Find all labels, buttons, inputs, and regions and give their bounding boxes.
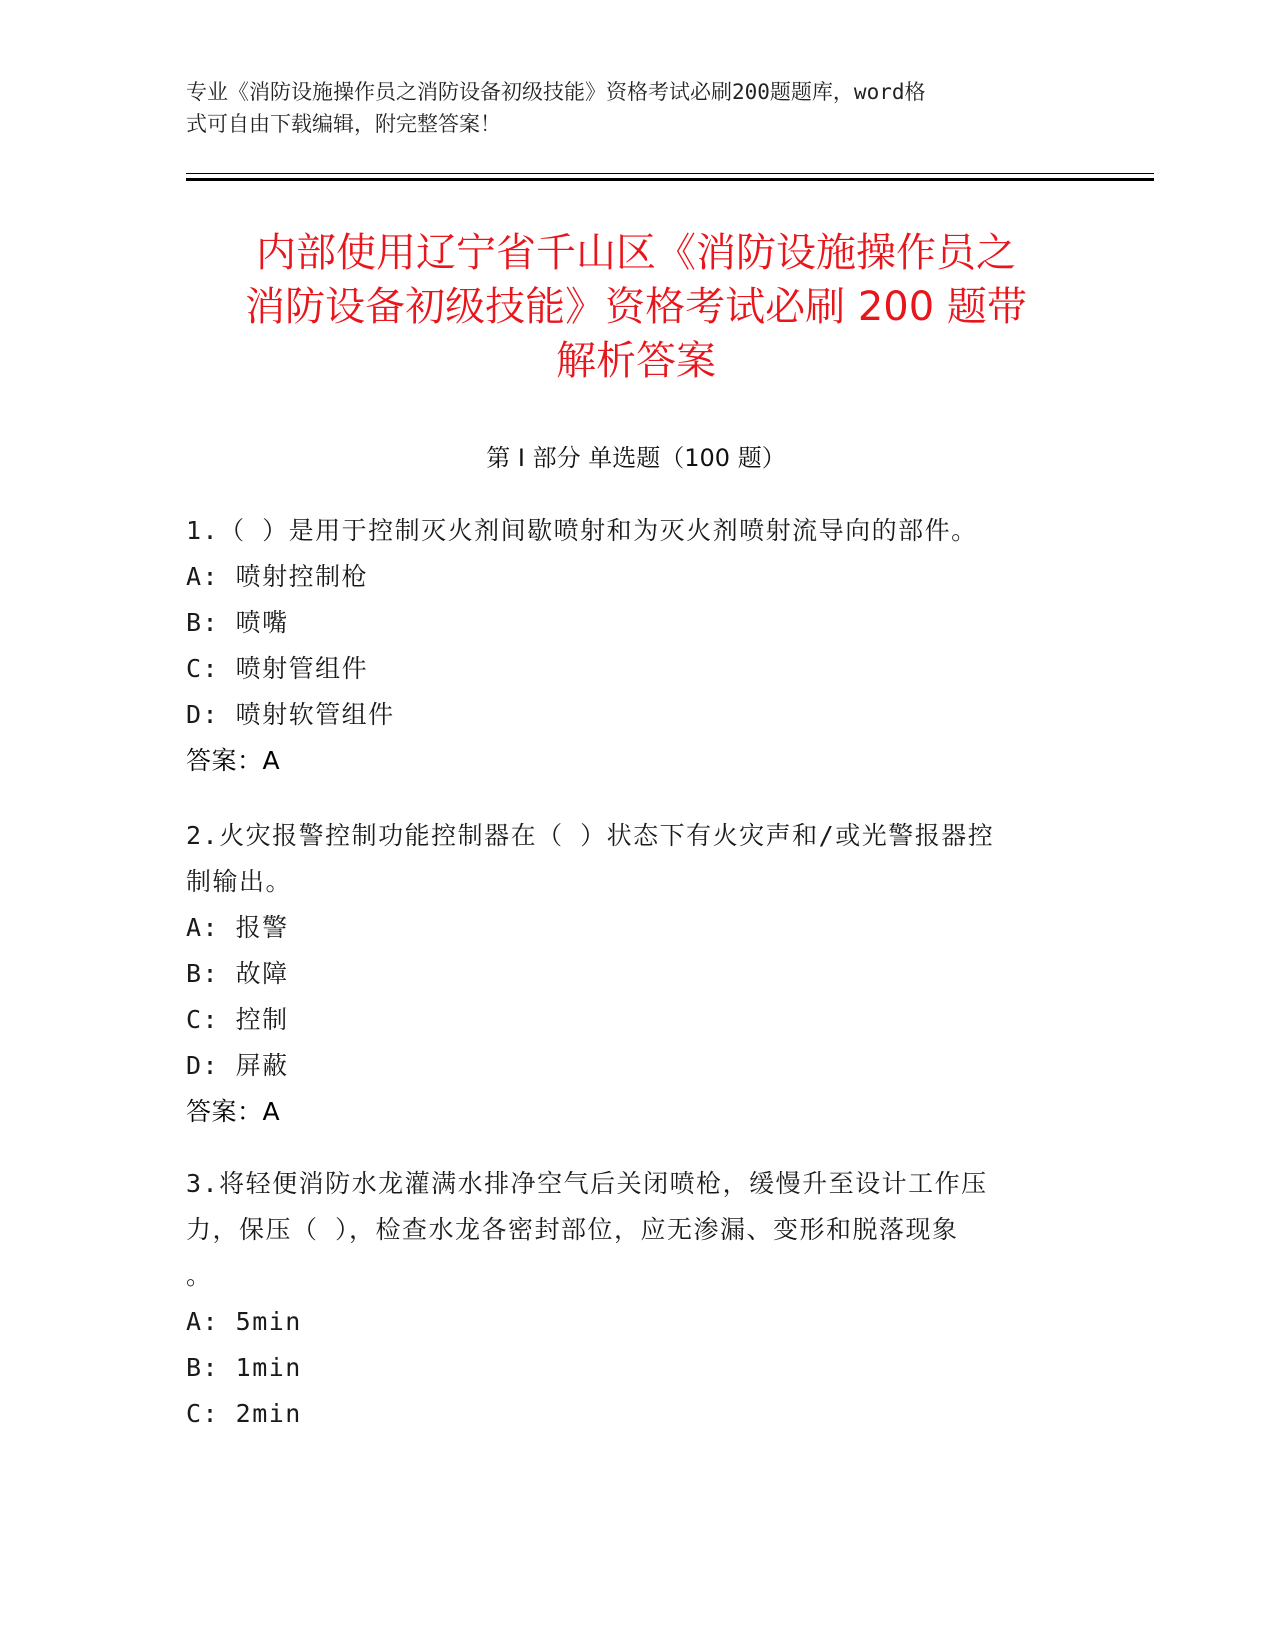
- header-rule-thin: [186, 173, 1154, 174]
- option-a: A: 5min: [186, 1307, 302, 1336]
- option-c: C: 2min: [186, 1399, 302, 1428]
- option-d: D: 喷射软管组件: [186, 700, 395, 729]
- option-a: A: 喷射控制枪: [186, 562, 369, 591]
- option-a: A: 报警: [186, 913, 289, 942]
- question-stem: 3.将轻便消防水龙灌满水排净空气后关闭喷枪，缓慢升至设计工作压: [186, 1169, 988, 1198]
- header-rule-thick: [186, 178, 1154, 181]
- document-title-line-1: 内部使用辽宁省千山区《消防设施操作员之: [256, 230, 1016, 276]
- option-b: B: 喷嘴: [186, 608, 289, 637]
- question-stem-continued: 制输出。: [186, 867, 293, 896]
- option-c: C: 控制: [186, 1005, 289, 1034]
- answer-line: 答案：A: [186, 746, 281, 775]
- question-3: [186, 1161, 1086, 1437]
- option-c: C: 喷射管组件: [186, 654, 369, 683]
- option-d: D: 屏蔽: [186, 1051, 289, 1080]
- question-1: [186, 508, 1086, 784]
- question-stem: 2.火灾报警控制功能控制器在（ ）状态下有火灾声和/或光警报器控: [186, 821, 995, 850]
- section-heading: 第 I 部分 单选题（100 题）: [486, 444, 786, 472]
- question-stem: 1.（ ）是用于控制灭火剂间歇喷射和为灭火剂喷射流导向的部件。: [186, 516, 978, 545]
- header-note: [186, 76, 1066, 140]
- header-note-line-2: 式可自由下载编辑，附完整答案！: [186, 112, 501, 136]
- document-title: [186, 226, 1086, 388]
- answer-line: 答案：A: [186, 1097, 281, 1126]
- option-b: B: 1min: [186, 1353, 302, 1382]
- question-2: [186, 813, 1086, 1135]
- question-stem-continued: 力，保压（ ），检查水龙各密封部位，应无渗漏、变形和脱落现象: [186, 1215, 959, 1244]
- question-stem-continued-2: 。: [186, 1261, 213, 1290]
- document-title-line-3: 解析答案: [556, 338, 716, 384]
- option-b: B: 故障: [186, 959, 289, 988]
- document-title-line-2: 消防设备初级技能》资格考试必刷 200 题带: [245, 284, 1027, 330]
- header-note-line-1: 专业《消防设施操作员之消防设备初级技能》资格考试必刷200题题库，word格: [186, 80, 926, 104]
